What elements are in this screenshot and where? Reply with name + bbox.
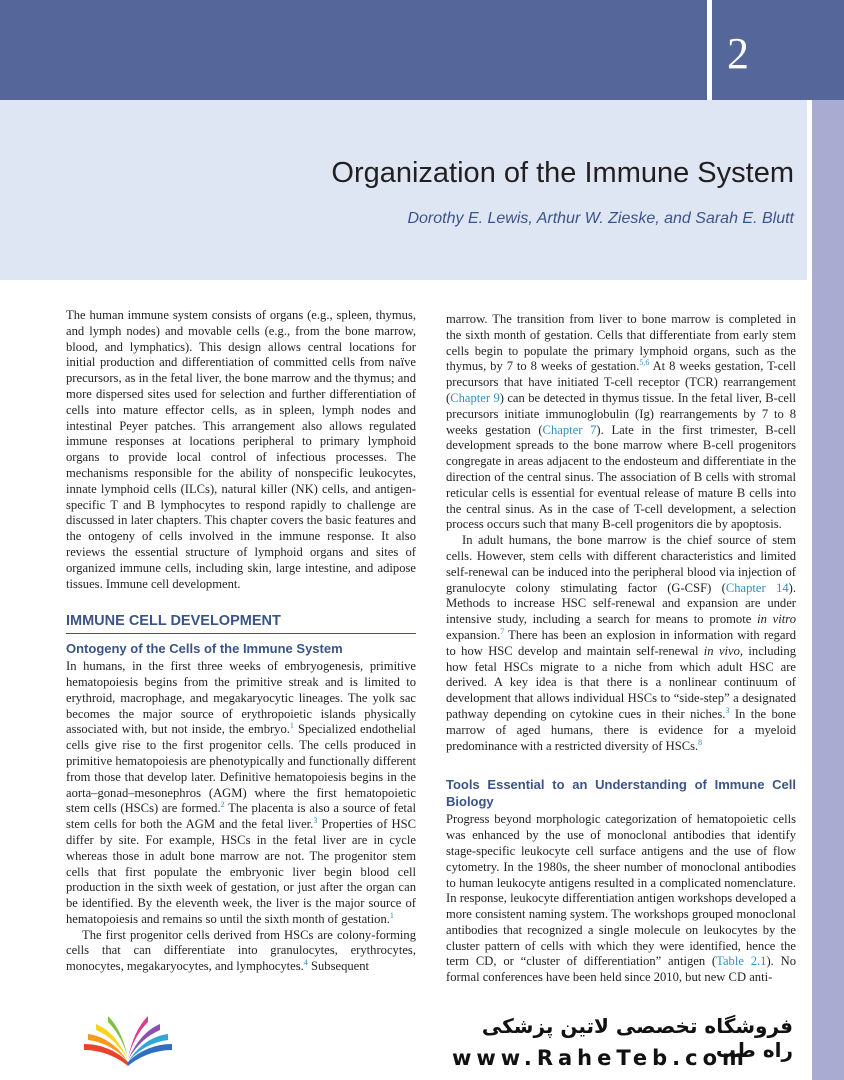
chapter-title: Organization of the Immune System [331,157,794,189]
subsection-heading-tools: Tools Essential to an Understanding of Immune Cell Biology [446,777,796,810]
citation[interactable]: 8 [698,737,703,747]
watermark-site-url[interactable]: www.RaheTeb.com [452,1046,749,1070]
citation[interactable]: 5,6 [639,358,650,368]
subsection-heading-ontogeny: Ontogeny of the Cells of the Immune System [66,641,343,657]
top-color-band [0,0,707,100]
citation[interactable]: 1 [289,721,294,731]
watermark-persian-text: فروشگاه تخصصی لاتین پزشکی راه طب [481,1014,793,1062]
citation[interactable]: 4 [303,958,308,968]
tools-paragraph: Progress beyond morphologic categorization of hematopoietic cells was enhanced by the use of monoclonal antibodies that identify stage-specific leukocyte cell surface antigens and the use of flow cytometry. In the 1980s, the sheer number of monoclonal antibodies to human leukocyte antigens resulted in a complicated nomenclature. In response, leukocyte differentiation antigen workshops developed a more consistent naming system. The workshops grouped monoclonal antibodies that recognized a single molecule on leukocytes by the cluster pattern of cells with which they were identified, hence the term CD, or “cluster of differentiation” antigen (Table 2.1). No formal conferences have been held since 2010, but new CD anti- [446,812,797,985]
book-logo-icon [78,1010,178,1070]
ontogeny-paragraph-2: The first progenitor cells derived from HSCs are colony-forming cells that can differentiate into granulocytes, erythrocytes, monocytes, megakaryocytes, and lymphocytes.$^4$ Subsequent [66,927,416,974]
chapter-authors: Dorothy E. Lewis, Arthur W. Zieske, and Sarah E. Blutt [407,210,794,227]
citation[interactable]: 3 [313,815,318,825]
chapter-14-link[interactable]: Chapter 14 [725,580,789,595]
section-heading: IMMUNE CELL DEVELOPMENT [66,614,416,634]
marrow-paragraph: marrow. The transition from liver to bone marrow is completed in the sixth month of gestation. Cells that differentiate from early stem cells begin to populate the primary lymphoid organs, such as the thymus, by 7 to 8 weeks of gestation.$^{5,6}$ At 8 weeks gestation, T-cell precursors that have initiated T-cell receptor (TCR) rearrangement (Chapter 9) can be detected in thymus tissue. In the fetal liver, B-cell precursors initiate immunoglobulin (Ig) rearrangements by 7 to 8 weeks gestation (Chapter 7). Late in the first trimester, B-cell development spreads to the bone marrow where B-cell progenitors congregate in areas adjacent to the endosteum and differentiate in the direction of the central sinus. The association of B cells with stromal reticular cells is essential for eventual release of mature B cells into the central sinus. As in the case of T-cell development, a selection process occurs such that many B-cell progenitors die by apoptosis. [446,312,797,532]
citation[interactable]: 3 [725,705,730,715]
citation[interactable]: 2 [220,800,225,810]
side-color-strip [812,100,844,1080]
chapter-9-link[interactable]: Chapter 9 [450,390,500,405]
right-column [446,312,796,986]
table-2-1-link[interactable]: Table 2.1 [716,954,767,969]
ontogeny-paragraph-1: In humans, in the first three weeks of embryogenesis, primitive hematopoiesis begins from the primitive streak and is limited to erythroid, macrophage, and megakaryocytic lineages. The yolk sac becomes the major source of erythropoietic islands physically associated with, but not inside, the embryo.$^1$ Specialized endothelial cells give rise to the first progenitor cells. The cells produced in primitive hematopoiesis are phenotypically and functionally different from those that develop later. Definitive hematopoiesis begins in the aorta–gonad–mesonephros (AGM) where the first hematopoietic stem cells (HSCs) are formed.$^2$ The placenta is also a source of fetal stem cells for both the AGM and the fetal liver.$^3$ Properties of HSC differ by site. For example, HSCs in the fetal liver are in cycle whereas those in adult bone marrow are not. The progenitor stem cells that first populate the embryonic liver begin blood cell production in the sixth week of gestation, or just after the organ can be identified. By the eleventh week, the liver is the major source of hematopoiesis and remains so until the sixth month of gestation.$^1$ [66,659,416,926]
chapter-7-link[interactable]: Chapter 7 [542,422,597,437]
adult-stem-cell-paragraph: In adult humans, the bone marrow is the chief source of stem cells. However, stem cells with different characteristics and limited self-renewal can be induced into the peripheral blood via injection of granulocyte colony stimulating factor (G-CSF) (Chapter 14). Methods to increase HSC self-renewal and expansion are under intensive study, including a search for means to promote in vitro expansion.$^7$ There has been an explosion in information with regard to how HSC develop and maintain self-renewal in vivo, including how fetal HSCs migrate to a niche from which adult HSC are derived. A key idea is that there is a nonlinear continuum of development that allows individual HSCs to “side-step” a designated pathway depending on cytokine cues in their niches.$^3$ In the bone marrow of aged humans, there is evidence for a myeloid predominance with a restricted diversity of HSCs.$^8$ [446,533,797,753]
chapter-number: 2 [727,29,749,78]
title-panel [0,100,807,280]
citation[interactable]: 1 [389,910,394,920]
citation[interactable]: 7 [500,626,505,636]
left-column [66,308,416,975]
intro-paragraph: The human immune system consists of organs (e.g., spleen, thymus, and lymph nodes) and movable cells (e.g., from the bone marrow, blood, and lymphatics). This design allows central locations for initial production and differentiation of committed cells from naïve precursors, as in the fetal liver, the bone marrow and the thymus; and more dispersed sites used for selection and further differentiation of cells into mature effector cells, as in spleen, lymph nodes and intestinal Peyer patches. This arrangement also allows regulated immune responses at locations peripheral to primary lymphoid organs to provide local control of infectious processes. The mechanisms responsible for the ability of nonspecific leukocytes, innate lymphoid cells (ILCs), natural killer (NK) cells, and antigen-specific T and B lymphocytes to respond rapidly to challenge are discussed in later chapters. This chapter covers the basic features and the ontogeny of cells involved in the immune response. It also reviews the essential structure of lymphoid organs and sites of organized immune cells, including skin, large intestine, and adipose tissues. Immune cell development. [66,308,416,591]
